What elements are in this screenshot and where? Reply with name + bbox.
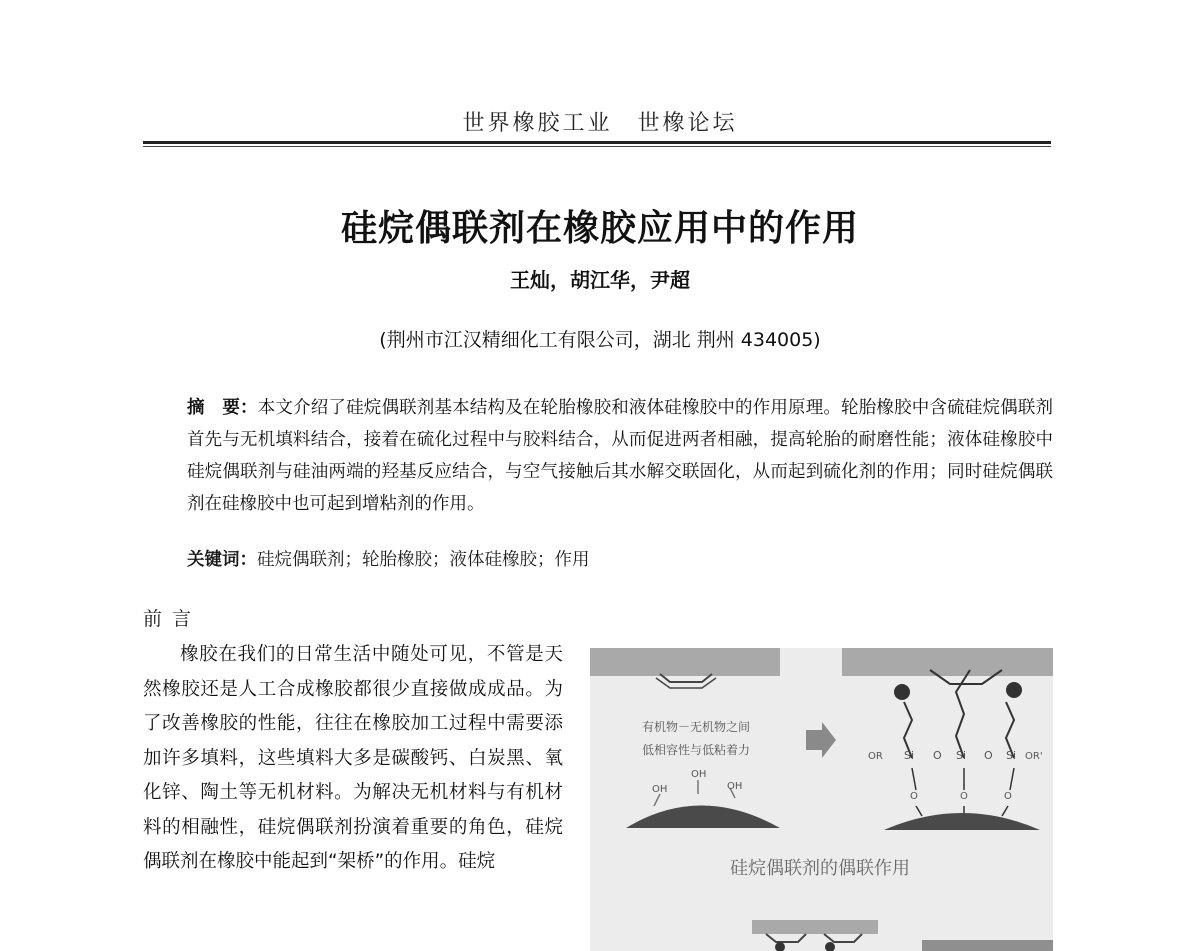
oh-bond-1 <box>654 794 660 806</box>
figure-caption: 硅烷偶联剂的偶联作用 <box>730 858 910 879</box>
abstract <box>143 392 1053 520</box>
figure-oh-2: OH <box>691 769 707 780</box>
keywords <box>143 544 1053 576</box>
affiliation: (荆州市江汉精细化工有限公司，湖北 荆州 434005) <box>379 329 821 351</box>
figure-o-low-3: O <box>1004 791 1012 802</box>
figure-or-left: OR <box>868 751 883 762</box>
lower-functional-group-2 <box>825 942 835 951</box>
authors: 王灿，胡江华，尹超 <box>510 268 690 292</box>
bond-down-3 <box>1010 768 1014 790</box>
figure-o-mid-2: O <box>984 749 993 762</box>
coupling-figure <box>590 648 1053 951</box>
abstract-body <box>143 392 1053 520</box>
figure-o-low-2: O <box>960 791 968 802</box>
bond-low-3 <box>1002 806 1008 816</box>
organic-layer-left <box>590 648 780 676</box>
lower-polymer-dip-2 <box>824 934 862 942</box>
figure-oh-3: OH <box>727 781 743 792</box>
figure-note-line2: 低相容性与低粘着力 <box>642 743 751 757</box>
lower-organic-layer <box>752 920 878 934</box>
figure-o-mid-1: O <box>933 749 942 762</box>
figure-si-1: Si <box>904 749 915 762</box>
lower-functional-group-1 <box>775 942 785 951</box>
intro-paragraph <box>143 638 563 880</box>
figure-si-2: Si <box>956 749 967 762</box>
keywords-label: 关键词： <box>187 550 257 570</box>
intro-text: 橡胶在我们的日常生活中随处可见，不管是天然橡胶还是人工合成橡胶都很少直接做成成品。为了改善橡胶的性能，往往在橡胶加工过程中需要添加许多填料，这些填料大多是碳酸钙、白炭黑、氧化锌、陶土等无机材料。为解决无机材料与有机材料的相融性，硅烷偶联剂扮演着重要的角色，硅烷偶联剂在橡胶中能起到“架桥”的作用。硅烷 <box>143 644 563 872</box>
section-heading: 前 言 <box>143 608 194 630</box>
figure-or-right: OR' <box>1025 751 1043 762</box>
bond-down-1 <box>912 768 916 790</box>
figure-note-line1: 有机物－无机物之间 <box>642 720 751 734</box>
running-header: 世界橡胶工业 世橡论坛 <box>462 111 738 136</box>
functional-group-3 <box>1006 682 1022 698</box>
inorganic-substrate-left <box>626 806 780 829</box>
keywords-text: 硅烷偶联剂；轮胎橡胶；液体硅橡胶；作用 <box>257 550 590 570</box>
inorganic-substrate-right <box>884 813 1040 830</box>
header-rule-thin <box>143 146 1051 147</box>
organic-layer-right <box>842 648 1053 676</box>
bond-low-1 <box>916 806 922 816</box>
figure-o-low-1: O <box>910 791 918 802</box>
figure-oh-1: OH <box>652 784 668 795</box>
lower-right-block <box>922 940 1053 951</box>
coupling-diagram <box>590 648 1053 951</box>
lower-polymer-dip <box>766 934 806 942</box>
header-rule <box>143 141 1051 144</box>
paper-title: 硅烷偶联剂在橡胶应用中的作用 <box>340 207 859 249</box>
abstract-label: 摘 要： <box>187 398 258 418</box>
arrow-icon <box>806 722 836 758</box>
abstract-text: 本文介绍了硅烷偶联剂基本结构及在轮胎橡胶和液体硅橡胶中的作用原理。轮胎橡胶中含硫硅烷偶联剂首先与无机填料结合，接着在硫化过程中与胶料结合，从而促进两者相融，提高轮胎的耐磨性能；液体硅橡胶中硅烷偶联剂与硅油两端的羟基反应结合，与空气接触后其水解交联固化，从而起到硫化剂的作用；同时硅烷偶联剂在硅橡胶中也可起到增粘剂的作用。 <box>187 398 1054 514</box>
functional-group-1 <box>894 684 910 700</box>
figure-si-3: Si <box>1006 749 1017 762</box>
